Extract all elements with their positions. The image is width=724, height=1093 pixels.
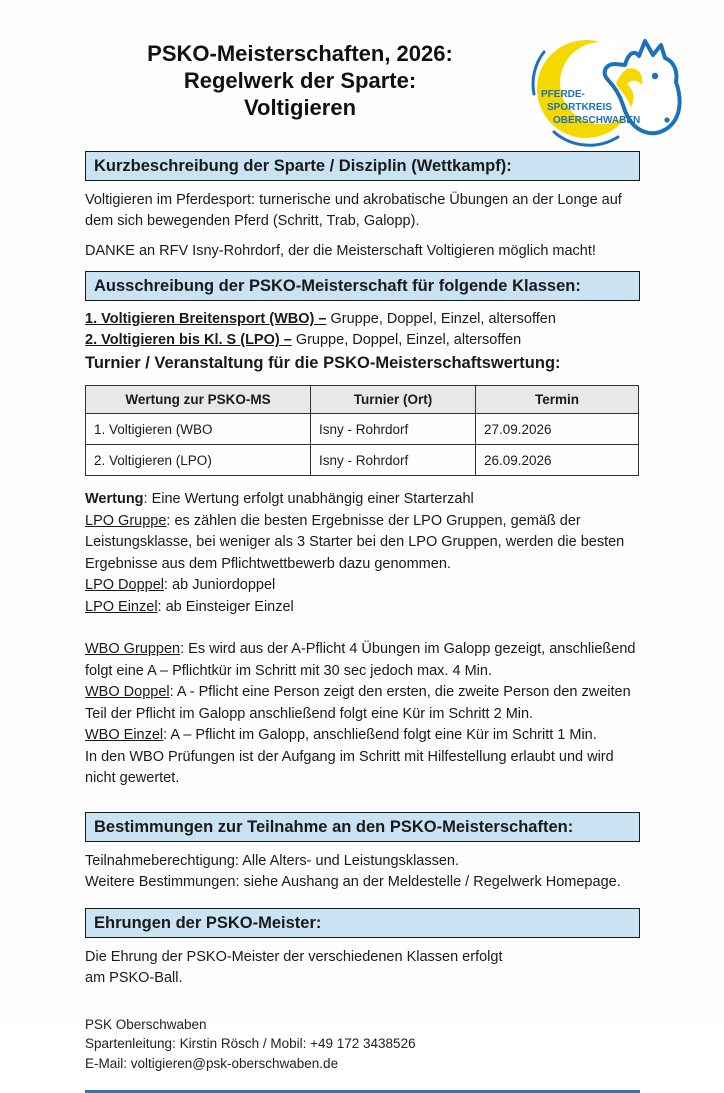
rule-lead: 1. Voltigieren Breitensport (WBO) –	[85, 311, 327, 327]
logo-text-line2: SPORTKREIS	[547, 102, 613, 113]
schedule-table	[85, 385, 639, 476]
document-header	[85, 36, 680, 144]
ehrungen-lines	[85, 947, 640, 989]
rule-text: : Eine Wertung erfolgt unabhängig einer Starterzahl	[143, 491, 474, 507]
text-line: Regelwerk der Sparte:	[183, 68, 417, 93]
rule-lead: 2. Voltigieren bis Kl. S (LPO) –	[85, 332, 292, 348]
text-line: Teilnahmeberechtigung: Alle Alters- und Leistungsklassen.	[85, 852, 460, 869]
rule-line	[85, 489, 640, 511]
text-line: am PSKO-Ball.	[85, 969, 183, 986]
rule-text: : Es wird aus der A-Pflicht 4 Übungen im Galopp gezeigt, anschließend folgt eine A – Pflichtkür im Schritt mit 30 sec jedoch max. 4 Min.	[85, 641, 636, 679]
section-header-ehrungen: Ehrungen der PSKO-Meister:	[85, 908, 640, 938]
bestimmungen-lines	[85, 851, 640, 893]
rule-lead: Wertung	[85, 491, 144, 507]
text-line: Weitere Bestimmungen: siehe Aushang an der Meldestelle / Regelwerk Homepage.	[85, 873, 621, 890]
table-cell: 26.09.2026	[476, 445, 639, 476]
column-header-termin: Termin	[476, 386, 639, 414]
section-header-ausschreibung: Ausschreibung der PSKO-Meisterschaft für folgende Klassen:	[85, 271, 640, 301]
rule-line	[85, 309, 640, 330]
rule-lead: WBO Doppel	[85, 684, 170, 700]
table-row	[86, 445, 639, 476]
section-header-kurzbeschreibung: Kurzbeschreibung der Sparte / Disziplin (Wettkampf):	[85, 151, 640, 181]
rule-text: In den WBO Prüfungen ist der Aufgang im Schritt mit Hilfestellung erlaubt und wird nicht gewertet.	[85, 748, 614, 786]
danke-paragraph: DANKE an RFV Isny-Rohrdorf, der die Meisterschaft Voltigieren möglich macht!	[85, 243, 596, 259]
text-line: Die Ehrung der PSKO-Meister der verschiedenen Klassen erfolgt	[85, 948, 503, 965]
rule-line	[85, 330, 640, 351]
rule-lead: LPO Doppel	[85, 577, 164, 593]
rule-text: : A - Pflicht eine Person zeigt den ersten, die zweite Person den zweiten Teil der Pflicht im Galopp anschließend folgt eine Kür im Schritt 2 Min.	[85, 684, 631, 722]
rule-line	[85, 725, 640, 747]
rule-text: Gruppe, Doppel, Einzel, altersoffen	[291, 332, 522, 348]
rule-lead: LPO Einzel	[85, 598, 158, 615]
rule-text: : ab Einsteiger Einzel	[157, 598, 294, 615]
table-cell: Isny - Rohrdorf	[311, 414, 476, 445]
turnier-subheading: Turnier / Veranstaltung für die PSKO-Meisterschaftswertung:	[85, 354, 561, 372]
text-line: PSKO-Meisterschaften, 2026:	[147, 41, 453, 66]
rule-text: : es zählen die besten Ergebnisse der LPO Gruppen, gemäß der Leistungsklasse, bei weniger als 3 Starter bei den LPO Gruppen, werden die besten Ergebnisse aus dem Pflichtwettbewerb dazu genommen.	[85, 512, 625, 572]
rule-lead: WBO Gruppen	[85, 641, 181, 657]
kurzbeschreibung-paragraph: Voltigieren im Pferdesport: turnerische und akrobatische Übungen an der Longe auf dem sich bewegenden Pferd (Schritt, Trab, Galopp).	[85, 192, 622, 229]
rule-line	[85, 597, 640, 619]
rule-lead: LPO Gruppe	[85, 512, 167, 529]
column-header-wertung: Wertung zur PSKO-MS	[86, 386, 311, 414]
text-line: Voltigieren	[243, 95, 357, 120]
logo-text-line1: PFERDE-	[541, 89, 585, 100]
text-line: PSK Oberschwaben	[85, 1016, 207, 1032]
rule-text: : ab Juniordoppel	[164, 577, 276, 593]
text-line: Spartenleitung: Kirstin Rösch / Mobil: +49 172 3438526	[85, 1036, 416, 1051]
table-cell: Isny - Rohrdorf	[311, 445, 476, 476]
rule-line	[85, 747, 640, 790]
psko-logo	[528, 36, 680, 142]
rule-line	[85, 511, 640, 576]
section-header-bestimmungen: Bestimmungen zur Teilnahme an den PSKO-Meisterschaften:	[85, 812, 640, 842]
wbo-rules	[85, 639, 640, 790]
text-line: E-Mail: voltigieren@psk-oberschwaben.de	[85, 1055, 339, 1071]
table-cell: 2. Voltigieren (LPO)	[86, 445, 311, 476]
klassen-list	[85, 309, 640, 351]
rule-text: : A – Pflicht im Galopp, anschließend folgt eine Kür im Schritt 1 Min.	[163, 727, 597, 743]
table-cell: 1. Voltigieren (WBO	[86, 414, 311, 445]
horse-club-logo-icon	[528, 36, 680, 142]
table-cell: 27.09.2026	[476, 414, 639, 445]
rule-line	[85, 639, 640, 682]
rule-lead: WBO Einzel	[85, 727, 164, 743]
page-title	[85, 36, 515, 121]
logo-text-line3: OBERSCHWABEN	[553, 115, 641, 126]
column-header-turnier: Turnier (Ort)	[311, 386, 476, 414]
rule-line	[85, 682, 640, 725]
contact-footer	[85, 1015, 640, 1074]
table-row	[86, 414, 639, 445]
rule-text: Gruppe, Doppel, Einzel, altersoffen	[326, 311, 556, 327]
rule-line	[85, 575, 640, 597]
table-body	[86, 414, 639, 476]
wertung-rules	[85, 489, 640, 618]
table-header-row	[86, 386, 639, 414]
